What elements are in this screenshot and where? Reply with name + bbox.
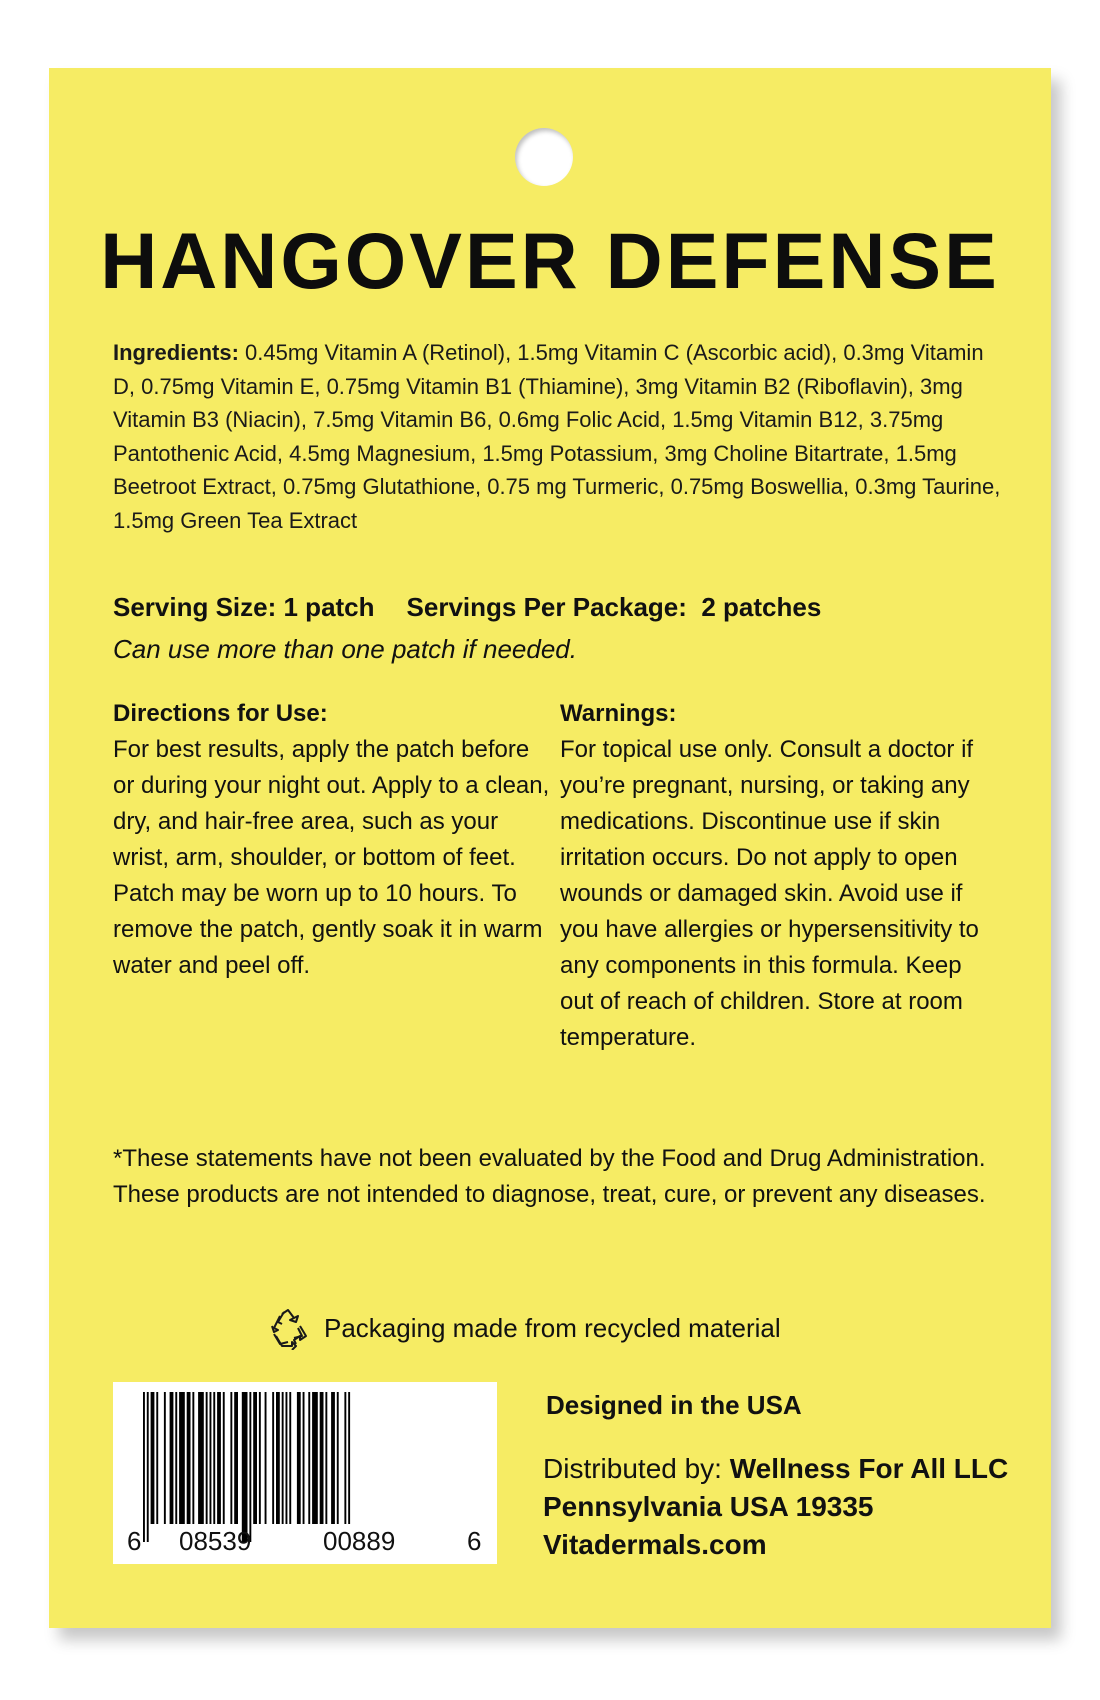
barcode xyxy=(113,1382,497,1564)
warnings-section xyxy=(560,696,1000,1056)
serving-info xyxy=(113,592,1003,623)
ingredients-text: 0.45mg Vitamin A (Retinol), 1.5mg Vitamin C (Ascorbic acid), 0.3mg Vitamin D, 0.75mg Vitamin E, 0.75mg Vitamin B1 (Thiamine), 3mg Vitamin B2 (Riboflavin), 3mg Vitamin B3 (Niacin), 7.5mg Vitamin B6, 0.6mg Folic Acid, 1.5mg Vitamin B12, 3.75mg Pantothenic Acid, 4.5mg Magnesium, 1.5mg Potassium, 3mg Choline Bitartrate, 1.5mg Beetroot Extract, 0.75mg Glutathione, 0.75 mg Turmeric, 0.75mg Boswellia, 0.3mg Taurine, 1.5mg Green Tea Extract xyxy=(113,340,1001,533)
recycle-text: Packaging made from recycled material xyxy=(324,1312,781,1343)
recycle-note xyxy=(266,1306,781,1350)
warnings-text: For topical use only. Consult a doctor if you’re pregnant, nursing, or taking any medications. Discontinue use if skin irritation occurs. Do not apply to open wounds or damaged skin. Avoid use if you have allergies or hypersensitivity to any components in this formula. Keep out of reach of children. Store at room temperature. xyxy=(560,736,979,1051)
barcode-digits-right: 00889 xyxy=(323,1526,396,1556)
product-title: HANGOVER DEFENSE xyxy=(100,216,1000,305)
distributor-company: Wellness For All LLC xyxy=(729,1453,1009,1484)
designed-in-usa: Designed in the USA xyxy=(546,1390,802,1420)
directions-text: For best results, apply the patch before or during your night out. Apply to a clean, dry, and hair-free area, such as your wrist, arm, shoulder, or bottom of feet. Patch may be worn up to 10 hours. To remove the patch, gently soak it in warm water and peel off. xyxy=(113,736,550,979)
directions-section xyxy=(113,696,553,984)
hang-hole xyxy=(515,128,573,186)
barcode-digit-first: 6 xyxy=(127,1526,142,1556)
recycle-icon xyxy=(266,1306,310,1350)
distributor-address: Pennsylvania USA 19335 xyxy=(543,1491,874,1522)
ingredients-block xyxy=(113,336,1003,537)
distributor-website[interactable]: Vitadermals.com xyxy=(543,1529,767,1560)
distributor-info xyxy=(543,1450,1008,1564)
ingredients-label: Ingredients: xyxy=(113,340,239,365)
barcode-digit-last: 6 xyxy=(467,1526,482,1556)
distributor-label: Distributed by: xyxy=(543,1453,730,1484)
directions-heading: Directions for Use: xyxy=(113,700,328,727)
barcode-digits-left: 08539 xyxy=(179,1526,252,1556)
fda-disclaimer: *These statements have not been evaluated by the Food and Drug Administration. These products are not intended to diagnose, treat, cure, or prevent any diseases. xyxy=(113,1145,986,1208)
warnings-heading: Warnings: xyxy=(560,700,677,727)
barcode-graphic xyxy=(113,1382,497,1564)
serving-note: Can use more than one patch if needed. xyxy=(113,634,577,664)
servings-per-package: Servings Per Package: 2 patches xyxy=(406,592,822,622)
serving-size: Serving Size: 1 patch xyxy=(113,592,375,622)
